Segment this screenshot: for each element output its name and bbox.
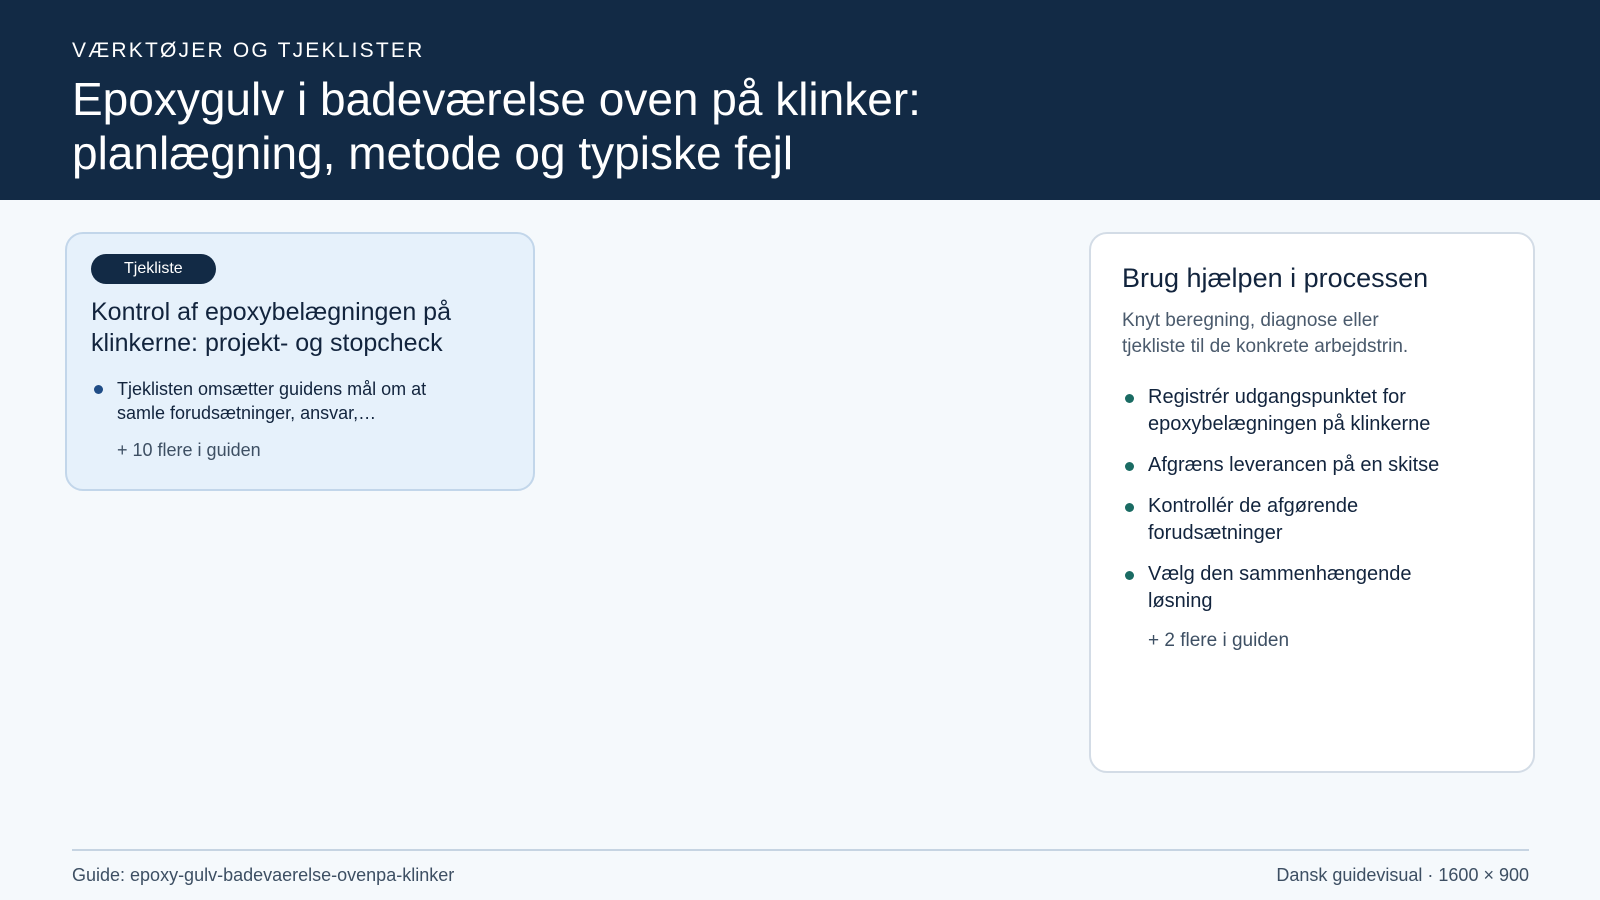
footer-meta: Dansk guidevisual · 1600 × 900: [1276, 865, 1529, 885]
process-card-title: Brug hjælpen i processen: [1122, 263, 1429, 293]
list-item-text: Afgræns leverancen på en skitse: [1148, 454, 1440, 476]
checklist-more-link: + 10 flere i guiden: [117, 440, 261, 460]
checklist-card[interactable]: [65, 232, 535, 491]
bullet-dot-icon: [94, 385, 103, 394]
list-item-text: Kontrollér de afgørende forudsætninger: [1148, 495, 1359, 544]
checklist-card-title: Kontrol af epoxybelægningen på klinkerne: projekt- og stopcheck: [91, 298, 451, 357]
list-item: [1122, 561, 1468, 615]
process-card: [1089, 232, 1535, 773]
process-more-link: + 2 flere i guiden: [1148, 630, 1290, 651]
list-item-text: Tjeklisten omsætter guidens mål om at samle forudsætninger, ansvar,…: [117, 379, 427, 423]
list-item: [91, 377, 447, 425]
list-item-text: Registrér udgangspunktet for epoxybelægningen på klinkerne: [1148, 386, 1431, 435]
bullet-dot-icon: [1125, 571, 1134, 580]
checklist-bullet-list: [91, 377, 509, 425]
bullet-dot-icon: [1125, 462, 1134, 471]
process-card-subtitle: Knyt beregning, diagnose eller tjekliste til de konkrete arbejdstrin.: [1122, 310, 1409, 357]
footer-guide-slug: Guide: epoxy-gulv-badevaerelse-ovenpa-klinker: [72, 865, 455, 885]
footer-divider: [72, 849, 1529, 851]
bullet-dot-icon: [1125, 503, 1134, 512]
process-step-list: [1122, 384, 1503, 615]
bullet-dot-icon: [1125, 394, 1134, 403]
list-item-text: Vælg den sammenhængende løsning: [1148, 563, 1412, 612]
header-banner: [0, 0, 1600, 200]
page-title: Epoxygulv i badeværelse oven på klinker: planlægning, metode og typiske fejl: [72, 73, 921, 179]
list-item: [1122, 452, 1468, 479]
section-eyebrow: VÆRKTØJER OG TJEKLISTER: [72, 39, 425, 62]
checklist-badge: Tjekliste: [91, 254, 216, 284]
list-item: [1122, 493, 1468, 547]
list-item: [1122, 384, 1468, 438]
